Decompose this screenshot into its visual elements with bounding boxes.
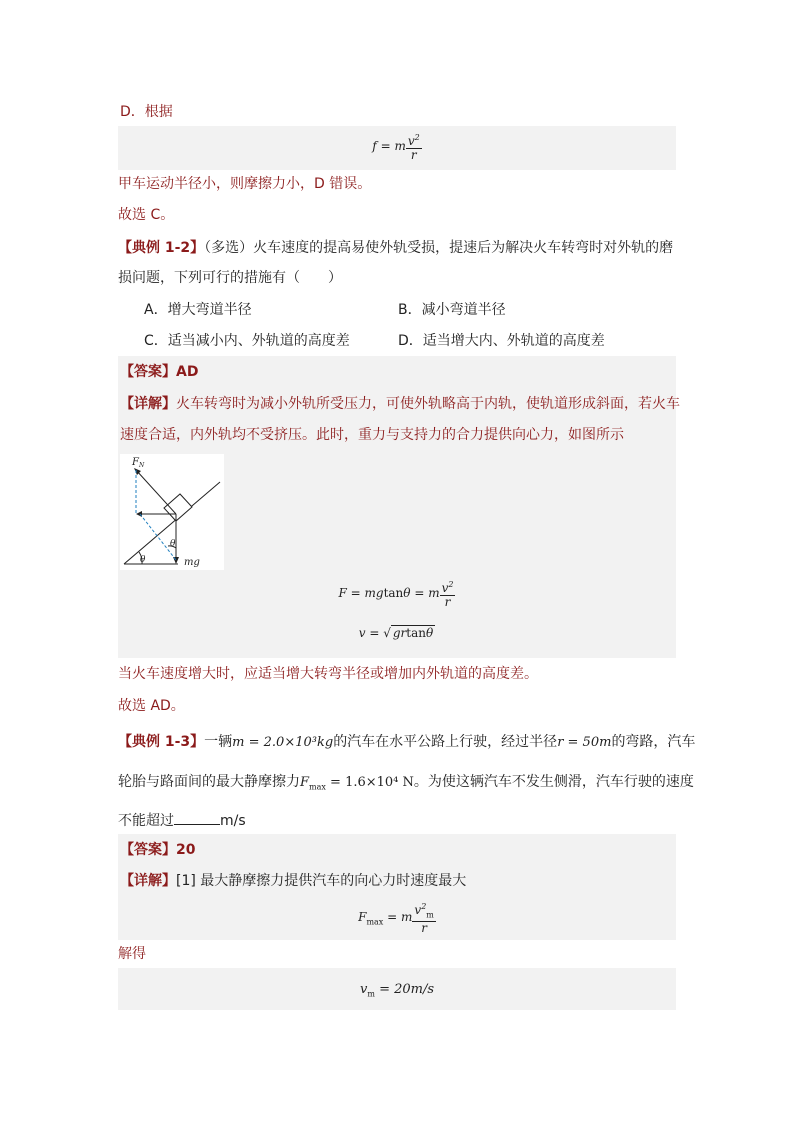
formula-result xyxy=(118,982,676,999)
option-b: B．减小弯道半径 xyxy=(398,302,506,318)
result-rhs: = 20m/s xyxy=(374,982,435,997)
detail-1-3-line xyxy=(120,871,466,891)
conclusion-1-2: 当火车速度增大时，应适当增大转弯半径或增加内外轨道的高度差。 xyxy=(118,666,538,682)
answer-1-2: 【答案】AD xyxy=(120,364,199,380)
formula-friction: f = m $\frac{v^2}{r}$ xyxy=(372,133,420,162)
example-1-3-line2-a: 轮胎与路面间的最大静摩擦力 xyxy=(118,774,300,790)
label-theta-incline: θ xyxy=(140,555,146,565)
example-1-3-stem-a: 一辆 xyxy=(204,734,233,750)
option-d-conclusion: 甲车运动半径小，则摩擦力小，D 错误。 xyxy=(118,176,372,192)
formula-fmax: $F_{max} = m$ $\frac{v^2_m}{r}$ xyxy=(358,902,434,936)
force-diagram xyxy=(120,454,224,570)
example-1-3-unit: m/s xyxy=(220,813,246,829)
result-sub: m xyxy=(367,989,375,999)
answer-1-3: 【答案】20 xyxy=(120,842,196,858)
example-1-2-line1 xyxy=(118,238,673,258)
example-1-3-stem-b: 的汽车在水平公路上行驶，经过半径 xyxy=(333,734,558,750)
example-1-3-tag: 【典例 1-3】 xyxy=(118,734,205,750)
detail-1-3-text: [1] 最大静摩擦力提供汽车的向心力时速度最大 xyxy=(176,873,467,889)
fmax-value: = 1.6×10⁴ N xyxy=(325,775,414,790)
label-mg: mg xyxy=(184,557,200,568)
solve-label: 解得 xyxy=(118,946,146,962)
example-1-3-stem-c: 的弯路，汽车 xyxy=(611,734,696,750)
example-1-2-tag: 【典例 1-2】 xyxy=(118,240,205,256)
detail-1-2-line1 xyxy=(120,394,680,414)
option-a: A．增大弯道半径 xyxy=(144,302,252,318)
example-1-3-line2 xyxy=(118,772,694,798)
example-1-3-mass: m = 2.0×10³kg xyxy=(232,735,334,750)
label-fn: $F_N$ xyxy=(132,457,145,469)
fmax-symbol: F xyxy=(300,775,310,790)
example-1-3-line3-a: 不能超过 xyxy=(118,813,174,829)
detail-1-2-text1: 火车转弯时为减小外轨所受压力，可使外轨略高于内轨，使轨道形成斜面，若火车 xyxy=(176,396,680,412)
example-1-3-fmax xyxy=(300,775,414,790)
formula-centripetal: F = mgtanθ = m $\frac{v^2}{r}$ xyxy=(338,580,454,609)
option-d-heading: D．根据 xyxy=(120,104,173,120)
example-1-2-stem-line2: 损问题，下列可行的措施有（ ） xyxy=(118,270,342,286)
formula-speed: v = √ grtanθ xyxy=(358,626,434,640)
example-1-3-line3 xyxy=(118,810,246,831)
answer-select-ad: 故选 AD。 xyxy=(118,698,185,714)
example-1-2-stem-line1: （多选）火车速度的提高易使外轨受损，提速后为解决火车转弯时对外轨的磨 xyxy=(204,240,674,256)
option-d: D．适当增大内、外轨道的高度差 xyxy=(398,333,605,349)
option-c: C．适当减小内、外轨道的高度差 xyxy=(144,333,350,349)
detail-1-2-tag: 【详解】 xyxy=(120,396,176,412)
detail-1-3-tag: 【详解】 xyxy=(120,873,176,889)
answer-select-c: 故选 C。 xyxy=(118,207,175,223)
answer-blank[interactable] xyxy=(174,810,220,825)
example-1-3-line1 xyxy=(118,732,695,753)
example-1-3-radius: r = 50m xyxy=(557,735,612,750)
result-lhs: v xyxy=(359,982,368,997)
label-theta-gravity: θ xyxy=(170,539,176,549)
detail-1-2-line2: 速度合适，内外轨均不受挤压。此时，重力与支持力的合力提供向心力，如图所示 xyxy=(120,427,624,443)
fmax-sub: max xyxy=(309,782,326,792)
example-1-3-line2-b: 。为使这辆汽车不发生侧滑，汽车行驶的速度 xyxy=(413,774,694,790)
